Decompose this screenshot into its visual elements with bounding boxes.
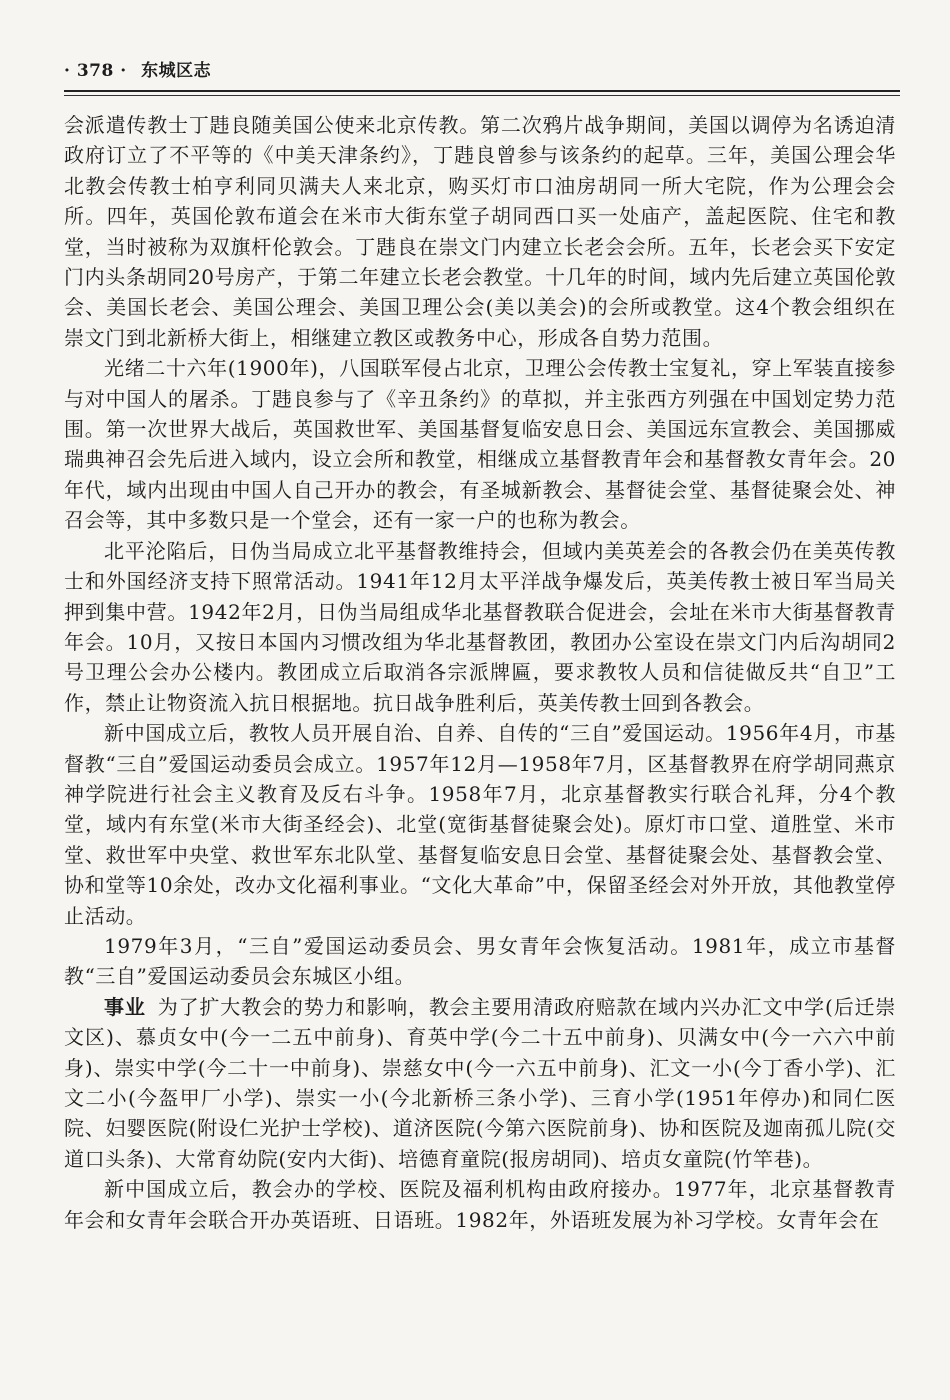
page-number: · 378 · (64, 61, 127, 81)
paragraph: 北平沦陷后，日伪当局成立北平基督教维持会，但域内美英差会的各教会仍在美英传教士和外国经济支持下照常活动。1941年12月太平洋战争爆发后，英美传教士被日军当局关押到集中营。1942年2月，日伪当局组成华北基督教联合促进会，会址在米市大街基督教青年会。10月，又按日本国内习惯改组为华北基督教团，教团办公室设在崇文门内后沟胡同2号卫理公会办公楼内。教团成立后取消各宗派牌匾，要求教牧人员和信徒做反共“自卫”工作，禁止让物资流入抗日根据地。抗日战争胜利后，英美传教士回到各教会。 (64, 538, 896, 715)
paragraph: 1979年3月，“三自”爱国运动委员会、男女青年会恢复活动。1981年，成立市基督教“三自”爱国运动委员会东城区小组。 (64, 933, 896, 989)
paragraph: 会派遣传教士丁韪良随美国公使来北京传教。第二次鸦片战争期间，美国以调停为名诱迫清政府订立了不平等的《中美天津条约》，丁韪良曾参与该条约的起草。三年，美国公理会华北教会传教士柏亨利同贝满夫人来北京，购买灯市口油房胡同一所大宅院，作为公理会会所。四年，英国伦敦布道会在米市大街东堂子胡同西口买一处庙产，盖起医院、住宅和教堂，当时被称为双旗杆伦敦会。丁韪良在崇文门内建立长老会会所。五年，长老会买下安定门内头条胡同20号房产，于第二年建立长老会教堂。十几年的时间，域内先后建立英国伦敦会、美国长老会、美国公理会、美国卫理公会(美以美会)的会所或教堂。这4个教会组织在崇文门到北新桥大街上，相继建立教区或教务中心，形成各自势力范围。 (64, 113, 896, 350)
body-text (64, 110, 896, 1235)
page-header (64, 56, 900, 96)
book-title: 东城区志 (141, 61, 212, 81)
section-term: 事业 (104, 994, 146, 1019)
running-head (64, 56, 211, 81)
header-rule-thin (64, 95, 900, 96)
section-paragraph (64, 992, 896, 1174)
paragraph: 光绪二十六年(1900年)，八国联军侵占北京，卫理公会传教士宝复礼，穿上军装直接参与对中国人的屠杀。丁韪良参与了《辛丑条约》的草拟，并主张西方列强在中国划定势力范围。第一次世界大战后，英国救世军、美国基督复临安息日会、美国远东宣教会、美国挪威瑞典神召会先后进入域内，设立会所和教堂，相继成立基督教青年会和基督教女青年会。20年代，域内出现由中国人自己开办的教会，有圣城新教会、基督徒会堂、基督徒聚会处、神召会等，其中多数只是一个堂会，还有一家一户的也称为教会。 (64, 356, 896, 533)
header-rule-thick (64, 90, 900, 92)
paragraph: 新中国成立后，教牧人员开展自治、自养、自传的“三自”爱国运动。1956年4月，市基督教“三自”爱国运动委员会成立。1957年12月—1958年7月，区基督教界在府学胡同燕京神学院进行社会主义教育及反右斗争。1958年7月，北京基督教实行联合礼拜，分4个教堂，域内有东堂(米市大街圣经会)、北堂(宽街基督徒聚会处)。原灯市口堂、道胜堂、米市堂、救世军中央堂、救世军东北队堂、基督复临安息日会堂、基督徒聚会处、基督教会堂、协和堂等10余处，改办文化福利事业。“文化大革命”中，保留圣经会对外开放，其他教堂停止活动。 (64, 721, 896, 928)
section-paragraph-text: 为了扩大教会的势力和影响，教会主要用清政府赔款在域内兴办汇文中学(后迁崇文区)、慕贞女中(今一二五中前身)、育英中学(今二十五中前身)、贝满女中(今一六六中前身)、崇实中学(今二十一中前身)、崇慈女中(今一六五中前身)、汇文一小(今丁香小学)、汇文二小(今盔甲厂小学)、崇实一小(今北新桥三条小学)、三育小学(1951年停办)和同仁医院、妇婴医院(附设仁光护士学校)、道济医院(今第六医院前身)、协和医院及迦南孤儿院(交道口头条)、大常育幼院(安内大街)、培德育童院(报房胡同)、培贞女童院(竹竿巷)。 (64, 994, 897, 1171)
paragraph: 新中国成立后，教会办的学校、医院及福利机构由政府接办。1977年，北京基督教青年会和女青年会联合开办英语班、日语班。1982年，外语班发展为补习学校。女青年会在 (64, 1177, 896, 1232)
